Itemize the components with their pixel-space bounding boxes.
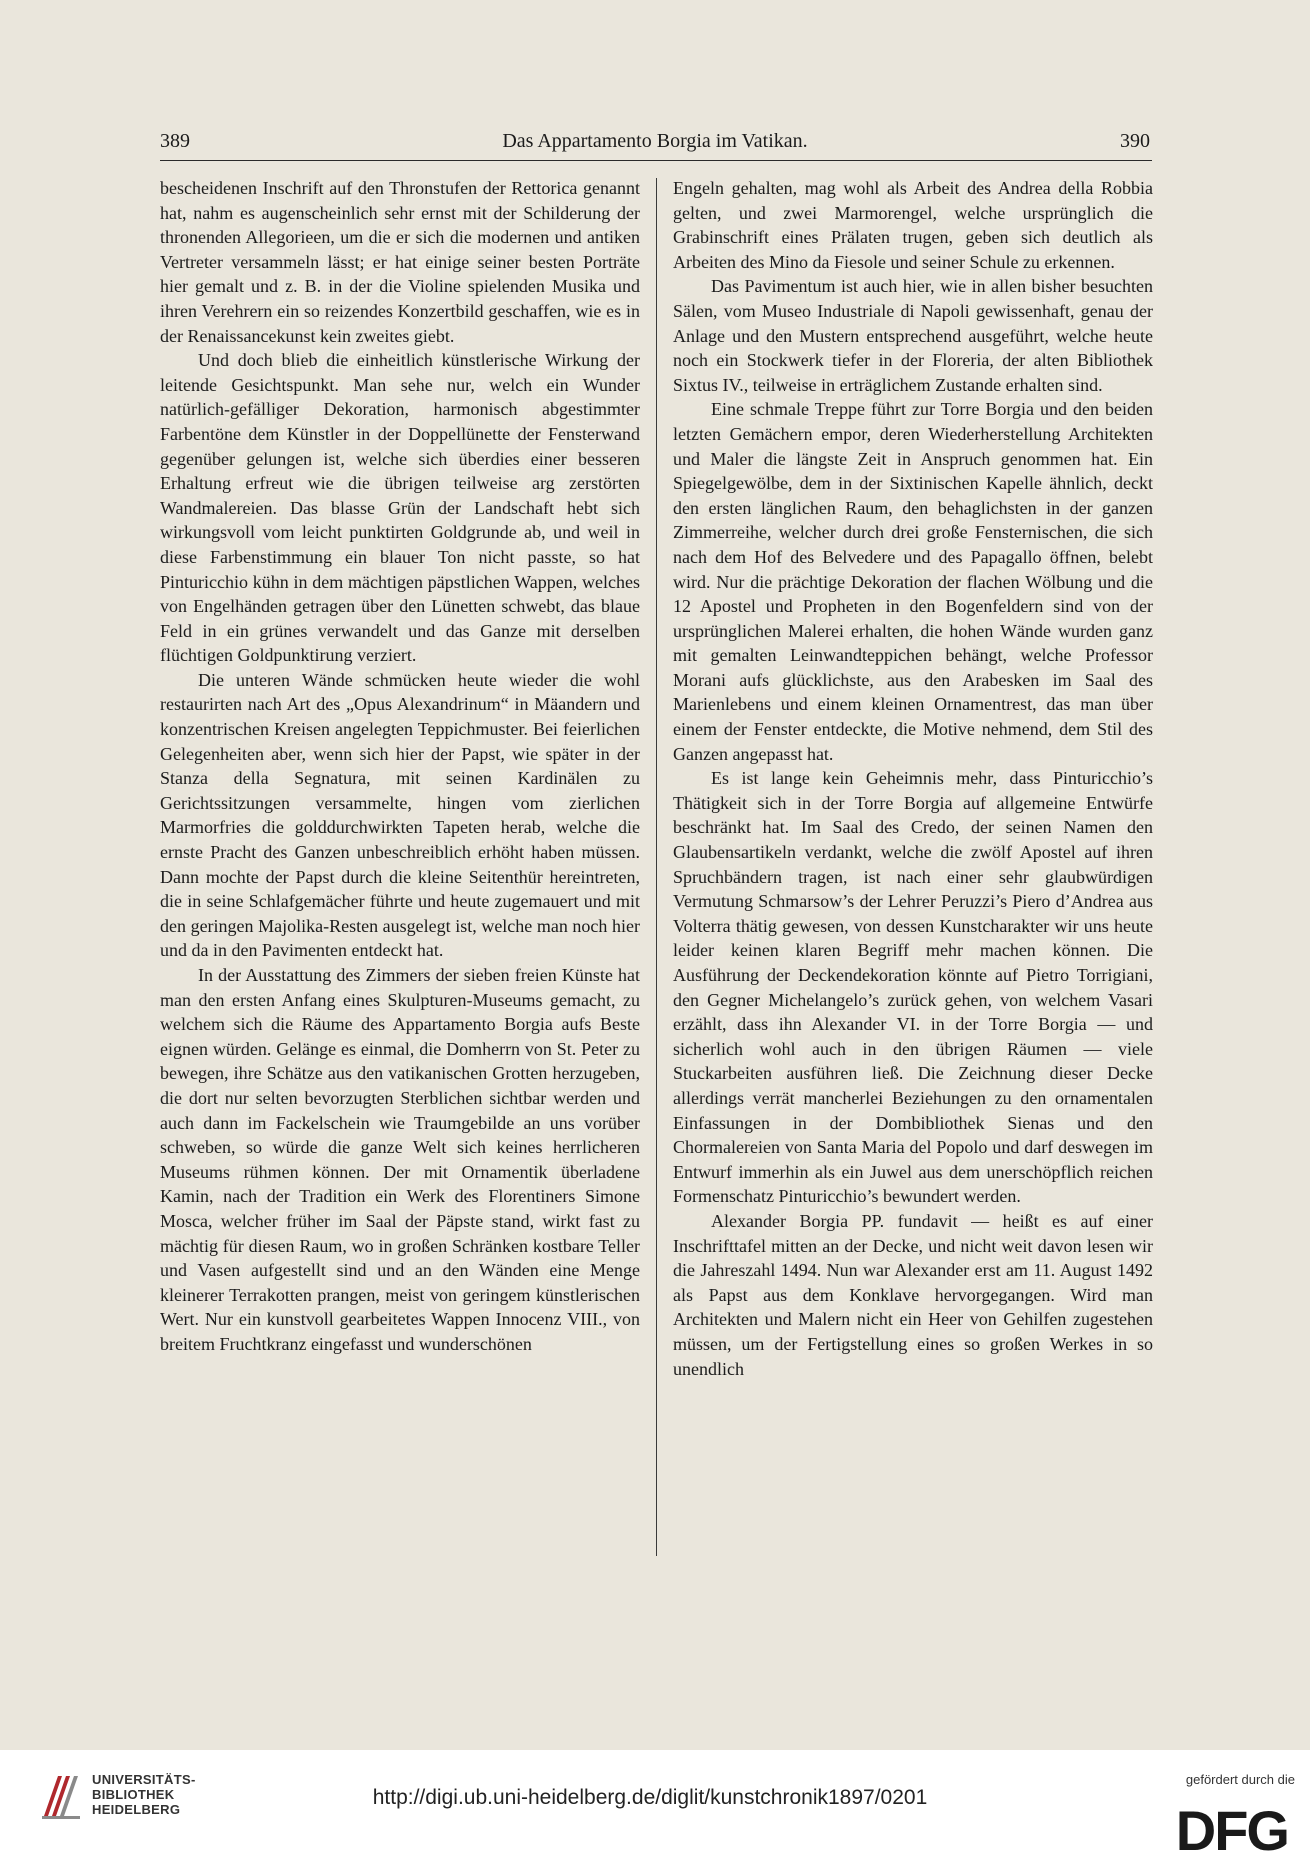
dfg-logo-text: DFG: [1175, 1799, 1288, 1856]
library-line: UNIVERSITÄTS-: [92, 1772, 196, 1787]
permalink-url[interactable]: http://digi.ub.uni-heidelberg.de/diglit/kunstchronik1897/0201: [372, 1786, 928, 1809]
page-number-left: 389: [160, 130, 190, 152]
sponsor-label: gefördert durch die: [1185, 1772, 1295, 1787]
dfg-logo[interactable]: [1170, 1796, 1290, 1856]
paragraph: Eine schmale Treppe führt zur Torre Borgia und den beiden letzten Gemächern empor, deren Wiederherstellung Architekten und Maler die längste Zeit in Anspruch genommen hat. Ein Spiegelgewölbe, dem in der Sixtinischen Kapelle ähnlich, deckt den ersten länglichen Raum, den behaglichsten in der ganzen Zimmerreihe, welcher durch drei große Fensternischen, die sich nach dem Hof des Belvedere und des Papagallo öffnen, belebt wird. Nur die prächtige Dekoration der flachen Wölbung und die 12 Apostel und Propheten in den Bogenfeldern sind von der ursprünglichen Malerei erhalten, die hohen Wände wurden ganz mit gemalten Leinwandteppichen behängt, welche Professor Morani aufs glücklichste, aus den Arabesken im Saal des Marienlebens und einem kleinen Ornamentrest, das man über einem der Fenster entdeckte, die Motive nehmend, dem Stil des Ganzen angepasst hat.: [673, 399, 1153, 764]
ub-heidelberg-logo-icon[interactable]: [38, 1770, 84, 1822]
library-name[interactable]: [92, 1772, 262, 1817]
paragraph: Alexander Borgia PP. fundavit — heißt es auf einer Inschrifttafel mitten an der Decke, und nicht weit davon lesen wir die Jahreszahl 1494. Nun war Alexander erst am 11. August 1492 als Papst aus dem Konklave hervorgegangen. Wird man Architekten und Malern nicht ein Heer von Gehilfen zugestehen müssen, um der Fertigstellung eines so großen Werkes in so unendlich: [673, 1210, 1153, 1379]
header-rule: [160, 160, 1152, 161]
paragraph: Und doch blieb die einheitlich künstlerische Wirkung der leitende Gesichtspunkt. Man sehe nur, welch ein Wunder natürlich-gefälliger Dekoration, harmonisch abgestimmter Farbentöne dem Künstler in der Doppellünette der Fensterwand gegenüber gelungen ist, welche sich überdies einer besseren Erhaltung erfreut wie die übrigen teilweise arg zerstörten Wandmalereien. Das blasse Grün der Landschaft hebt sich wirkungsvoll vom leicht punktirten Goldgrunde ab, und weil in diese Farbenstimmung ein blauer Ton nicht passte, so hat Pinturicchio kühn in dem mächtigen päpstlichen Wappen, welches von Engelhänden getragen über den Lünetten schwebt, das blaue Feld in ein grünes verwandelt und das Ganze mit derselben flüchtigen Goldpunktirung verziert.: [160, 350, 640, 666]
paragraph: Die unteren Wände schmücken heute wieder die wohl restaurirten nach Art des „Opus Alexandrinum“ in Mäandern und konzentrischen Kreisen angelegten Teppichmuster. Bei feierlichen Gelegenheiten aber, wenn sich hier der Papst, wie später in der Stanza della Segnatura, mit seinen Kardinälen zu Gerichtssitzungen versammelte, hingen vom zierlichen Marmorfries die golddurchwirkten Tapeten herab, welche die ernste Pracht des Ganzen unbeschreiblich erhöht haben müssen. Dann mochte der Papst durch die kleine Seitenthür hereintreten, die in seine Schlafgemächer führte und heute zugemauert und mit den geringen Majolika-Resten ausgelegt ist, welche man noch hier und da in den Pavimenten entdeckt hat.: [160, 669, 640, 961]
paragraph: In der Ausstattung des Zimmers der sieben freien Künste hat man den ersten Anfang eines Skulpturen-Museums gemacht, zu welchem sich die Räume des Appartamento Borgia aufs Beste eignen würden. Gelänge es einmal, die Domherrn von St. Peter zu bewegen, ihre Schätze aus den vatikanischen Grotten herzugeben, die dort nur selten bevorzugten Sterblichen sichtbar werden und auch dann im Fackelschein wie Traumgebilde an uns vorüber schweben, so würde die ganze Welt sich keines herrlicheren Museums rühmen können. Der mit Ornamentik überladene Kamin, nach der Tradition ein Werk des Florentiners Simone Mosca, welcher früher im Saal der Päpste stand, wirkt fast zu mächtig für diesen Raum, wo in großen Schränken kostbare Teller und Vasen aufgestellt sind und an den Wänden eine Menge kleinerer Terrakotten prangen, meist von geringem künstlerischen Wert. Nur ein kunstvoll gearbeitetes Wappen Innocenz VIII., von breitem Fruchtkranz eingefasst und wunderschönen: [160, 965, 640, 1354]
left-column: [160, 176, 640, 1558]
library-line: HEIDELBERG: [92, 1802, 181, 1817]
running-header: [160, 130, 1150, 160]
paragraph: Engeln gehalten, mag wohl als Arbeit des Andrea della Robbia gelten, und zwei Marmorengel, welche ursprünglich die Grabinschrift eines Prälaten trugen, geben sich deutlich als Arbeiten des Mino da Fiesole und seiner Schule zu erkennen.: [673, 178, 1153, 272]
paragraph: Es ist lange kein Geheimnis mehr, dass Pinturicchio’s Thätigkeit sich in der Torre Borgia auf allgemeine Entwürfe beschränkt hat. Im Saal des Credo, der seinen Namen den Glaubensartikeln verdankt, welche die zwölf Apostel auf ihren Spruchbändern tragen, ist nach einer sehr glaubwürdigen Vermutung Schmarsow’s der Lehrer Peruzzi’s Piero d’Andrea aus Volterra thätig gewesen, von dessen Kunstcharakter wir uns heute leider keinen klaren Begriff mehr machen können. Die Ausführung der Deckendekoration könnte auf Pietro Torrigiani, den Gegner Michelangelo’s zurück gehen, von welchem Vasari erzählt, dass ihn Alexander VI. in der Torre Borgia — und sicherlich wohl auch in den übrigen Räumen — viele Stuckarbeiten ausführen ließ. Die Zeichnung dieser Decke allerdings verrät mancherlei Beziehungen zu den ornamentalen Einfassungen in der Dombibliothek Sienas und den Chormalereien von Santa Maria del Popolo und darf deswegen im Entwurf immerhin als ein Juwel aus dem unerschöpflich reichen Formenschatz Pinturicchio’s bewundert werden.: [673, 768, 1153, 1207]
paragraph: Das Pavimentum ist auch hier, wie in allen bisher besuchten Sälen, vom Museo Industriale di Napoli gewissenhaft, genau der Anlage und den Mustern entsprechend ausgeführt, welche heute noch ein Stockwerk tiefer in der Floreria, der alten Bibliothek Sixtus IV., teilweise in erträglichem Zustande erhalten sind.: [673, 276, 1153, 395]
page-number-right: 390: [1120, 130, 1150, 152]
column-divider: [656, 178, 657, 1556]
library-line: BIBLIOTHEK: [92, 1787, 175, 1802]
right-column: [673, 176, 1153, 1558]
paragraph: bescheidenen Inschrift auf den Thronstufen der Rettorica genannt hat, nahm es augenscheinlich sehr ernst mit der Schilderung der thronenden Allegorieen, um die er sich die modernen und antiken Vertreter versammeln lässt; er hat einige seiner besten Porträte hier gemalt und z. B. in der die Violine spielenden Musika und ihren Verehrern ein so reizendes Konzertbild geschaffen, wie es in der Renaissancekunst kein zweites giebt.: [160, 178, 640, 346]
running-title: Das Appartamento Borgia im Vatikan.: [502, 130, 808, 152]
